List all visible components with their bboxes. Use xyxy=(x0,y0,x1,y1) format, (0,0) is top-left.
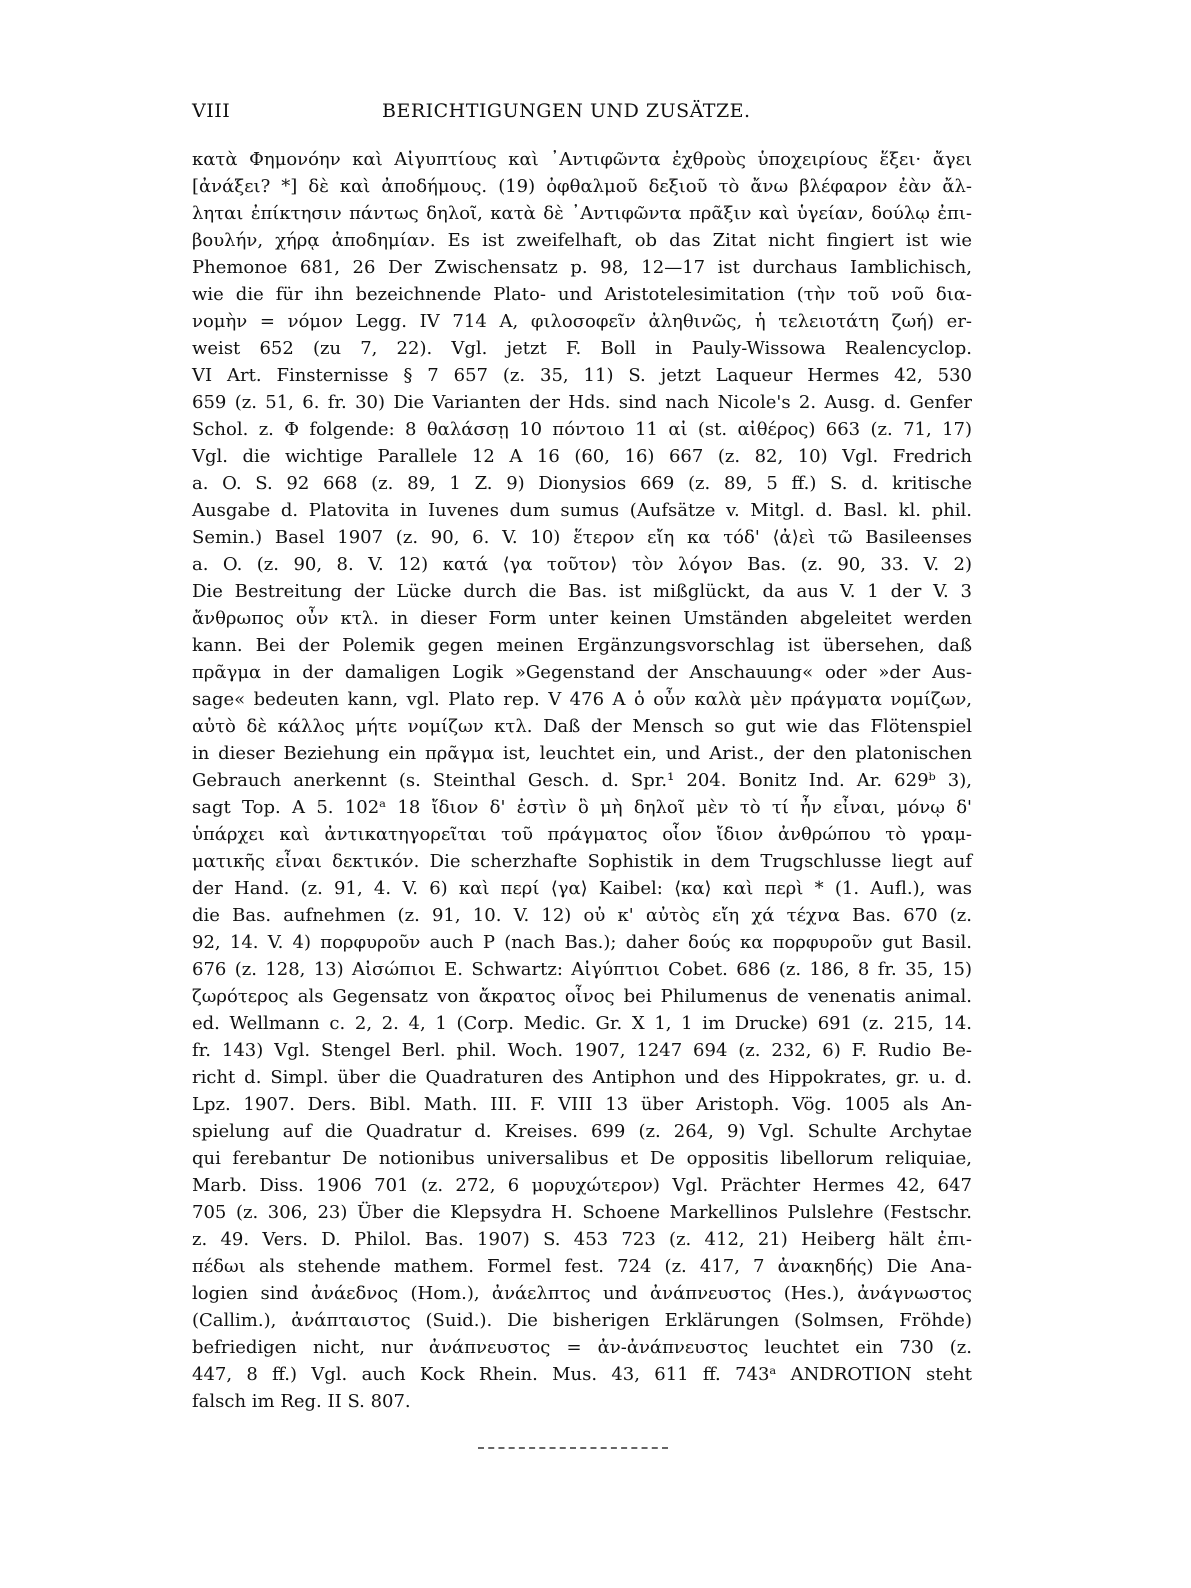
text-line: sage« bedeuten kann, vgl. Plato rep. V 476 A ὁ οὖν καλὰ μὲν πράγματα νομίζων, xyxy=(192,689,972,710)
text-line: 447, 8 ff.) Vgl. auch Kock Rhein. Mus. 43, 611 ff. 743ᵃ ANDROTION steht xyxy=(192,1364,972,1385)
page-header xyxy=(192,100,972,128)
text-line: νομὴν = νόμον Legg. IV 714 A, φιλοσοφεῖν ἀληθινῶς, ἡ τελειοτάτη ζωή) er- xyxy=(192,311,972,332)
text-line: Semin.) Basel 1907 (z. 90, 6. V. 10) ἕτερον εἴη κα τόδ' ⟨ἀ⟩εὶ τῶ Basileenses xyxy=(192,527,972,548)
text-line: ὑπάρχει καὶ ἀντικατηγορεῖται τοῦ πράγματος οἷον ἴδιον ἀνθρώπου τὸ γραμ- xyxy=(192,824,972,845)
text-line: Lpz. 1907. Ders. Bibl. Math. III. F. VIII 13 über Aristoph. Vög. 1005 als An- xyxy=(192,1094,972,1115)
text-line: kann. Bei der Polemik gegen meinen Ergänzungsvorschlag ist übersehen, daß xyxy=(192,635,972,656)
text-line: qui ferebantur De notionibus universalibus et De oppositis libellorum reliquiae, xyxy=(192,1148,972,1169)
text-line: ed. Wellmann c. 2, 2. 4, 1 (Corp. Medic. Gr. X 1, 1 im Drucke) 691 (z. 215, 14. xyxy=(192,1013,972,1034)
text-line: spielung auf die Quadratur d. Kreises. 699 (z. 264, 9) Vgl. Schulte Archytae xyxy=(192,1121,972,1142)
text-line: wie die für ihn bezeichnende Plato- und Aristotelesimitation (τὴν τοῦ νοῦ δια- xyxy=(192,284,972,305)
text-line: 705 (z. 306, 23) Über die Klepsydra H. Schoene Markellinos Pulslehre (Festschr. xyxy=(192,1202,972,1223)
text-line: ἄνθρωπος οὖν κτλ. in dieser Form unter keinen Umständen abgeleitet werden xyxy=(192,608,972,629)
text-line: VI Art. Finsternisse § 7 657 (z. 35, 11) S. jetzt Laqueur Hermes 42, 530 xyxy=(192,365,972,386)
page-number: VIII xyxy=(192,100,231,122)
text-line: der Hand. (z. 91, 4. V. 6) καὶ περί ⟨γα⟩ Kaibel: ⟨κα⟩ καὶ περὶ * (1. Aufl.), was xyxy=(192,878,972,899)
text-line: Ausgabe d. Platovita in Iuvenes dum sumus (Aufsätze v. Mitgl. d. Basl. kl. phil. xyxy=(192,500,972,521)
text-line: Marb. Diss. 1906 701 (z. 272, 6 μορυχώτερον) Vgl. Prächter Hermes 42, 647 xyxy=(192,1175,972,1196)
text-line: Phemonoe 681, 26 Der Zwischensatz p. 98, 12—17 ist durchaus Iamblichisch, xyxy=(192,257,972,278)
body-text xyxy=(192,146,972,1415)
text-line: a. O. S. 92 668 (z. 89, 1 Z. 9) Dionysios 669 (z. 89, 5 ff.) S. d. kritische xyxy=(192,473,972,494)
text-line: 676 (z. 128, 13) Αἰσώπιοι E. Schwartz: Αἰγύπτιοι Cobet. 686 (z. 186, 8 fr. 35, 15) xyxy=(192,959,972,980)
text-line: Schol. z. Φ folgende: 8 θαλάσσῃ 10 πόντοιο 11 αἰ (st. αἰθέρος) 663 (z. 71, 17) xyxy=(192,419,972,440)
text-line: Gebrauch anerkennt (s. Steinthal Gesch. d. Spr.¹ 204. Bonitz Ind. Ar. 629ᵇ 3), xyxy=(192,770,972,791)
text-line: befriedigen nicht, nur ἀνάπνευστος = ἀν-ἀνάπνευστος leuchtet ein 730 (z. xyxy=(192,1337,972,1358)
text-line: Vgl. die wichtige Parallele 12 A 16 (60, 16) 667 (z. 82, 10) Vgl. Fredrich xyxy=(192,446,972,467)
text-line: weist 652 (zu 7, 22). Vgl. jetzt F. Boll in Pauly-Wissowa Realencyclop. xyxy=(192,338,972,359)
running-title: BERICHTIGUNGEN UND ZUSÄTZE. xyxy=(382,100,751,122)
text-line: logien sind ἀνάεδνος (Hom.), ἀνάελπτος und ἀνάπνευστος (Hes.), ἀνάγνωστος xyxy=(192,1283,972,1304)
text-line: 92, 14. V. 4) πορφυροῦν auch P (nach Bas.); daher δούς κα πορφυροῦν gut Basil. xyxy=(192,932,972,953)
text-line: 659 (z. 51, 6. fr. 30) Die Varianten der Hds. sind nach Nicole's 2. Ausg. d. Genfer xyxy=(192,392,972,413)
text-line: Die Bestreitung der Lücke durch die Bas. ist mißglückt, da aus V. 1 der V. 3 xyxy=(192,581,972,602)
text-line: ζωρότερος als Gegensatz von ἄκρατος οἶνος bei Philumenus de venenatis animal. xyxy=(192,986,972,1007)
text-line: ματικῆς εἶναι δεκτικόν. Die scherzhafte Sophistik in dem Trugschlusse liegt auf xyxy=(192,851,972,872)
text-line: κατὰ Φημονόην καὶ Αἰγυπτίους καὶ ᾿Αντιφῶντα ἐχθροὺς ὑποχειρίους ἕξει· ἄγει xyxy=(192,149,972,170)
text-line: αὐτὸ δὲ κάλλος μήτε νομίζων κτλ. Daß der Mensch so gut wie das Flötenspiel xyxy=(192,716,972,737)
footer-rule xyxy=(478,1447,668,1451)
text-line: richt d. Simpl. über die Quadraturen des Antiphon und des Hippokrates, gr. u. d. xyxy=(192,1067,972,1088)
text-line: a. O. (z. 90, 8. V. 12) κατά ⟨γα τοῦτον⟩ τὸν λόγον Bas. (z. 90, 33. V. 2) xyxy=(192,554,972,575)
text-line: die Bas. aufnehmen (z. 91, 10. V. 12) οὐ κ' αὐτὸς εἴη χά τέχνα Bas. 670 (z. xyxy=(192,905,972,926)
text-line: [ἀνάξει? *] δὲ καὶ ἀποδήμους. (19) ὀφθαλμοῦ δεξιοῦ τὸ ἄνω βλέφαρον ἐὰν ἄλ- xyxy=(192,176,972,197)
text-line: βουλήν, χήρᾳ ἀποδημίαν. Es ist zweifelhaft, ob das Zitat nicht fingiert ist wie xyxy=(192,230,972,251)
text-line: falsch im Reg. II S. 807. xyxy=(192,1391,411,1412)
text-line: in dieser Beziehung ein πρᾶγμα ist, leuchtet ein, und Arist., der den platonischen xyxy=(192,743,972,764)
text-line: sagt Top. A 5. 102ᵃ 18 ἴδιον δ' ἐστὶν ὃ μὴ δηλοῖ μὲν τὸ τί ἦν εἶναι, μόνῳ δ' xyxy=(192,797,972,818)
text-line: πρᾶγμα in der damaligen Logik »Gegenstand der Anschauung« oder »der Aus- xyxy=(192,662,972,683)
text-line: ληται ἐπίκτησιν πάντως δηλοῖ, κατὰ δὲ ᾿Αντιφῶντα πρᾶξιν καὶ ὑγείαν, δούλῳ ἐπι- xyxy=(192,203,972,224)
text-line: fr. 143) Vgl. Stengel Berl. phil. Woch. 1907, 1247 694 (z. 232, 6) F. Rudio Be- xyxy=(192,1040,972,1061)
text-line: πέδωι als stehende mathem. Formel fest. 724 (z. 417, 7 ἀνακηδής) Die Ana- xyxy=(192,1256,972,1277)
text-line: z. 49. Vers. D. Philol. Bas. 1907) S. 453 723 (z. 412, 21) Heiberg hält ἐπι- xyxy=(192,1229,972,1250)
text-line: (Callim.), ἀνάπταιστος (Suid.). Die bisherigen Erklärungen (Solmsen, Fröhde) xyxy=(192,1310,972,1331)
